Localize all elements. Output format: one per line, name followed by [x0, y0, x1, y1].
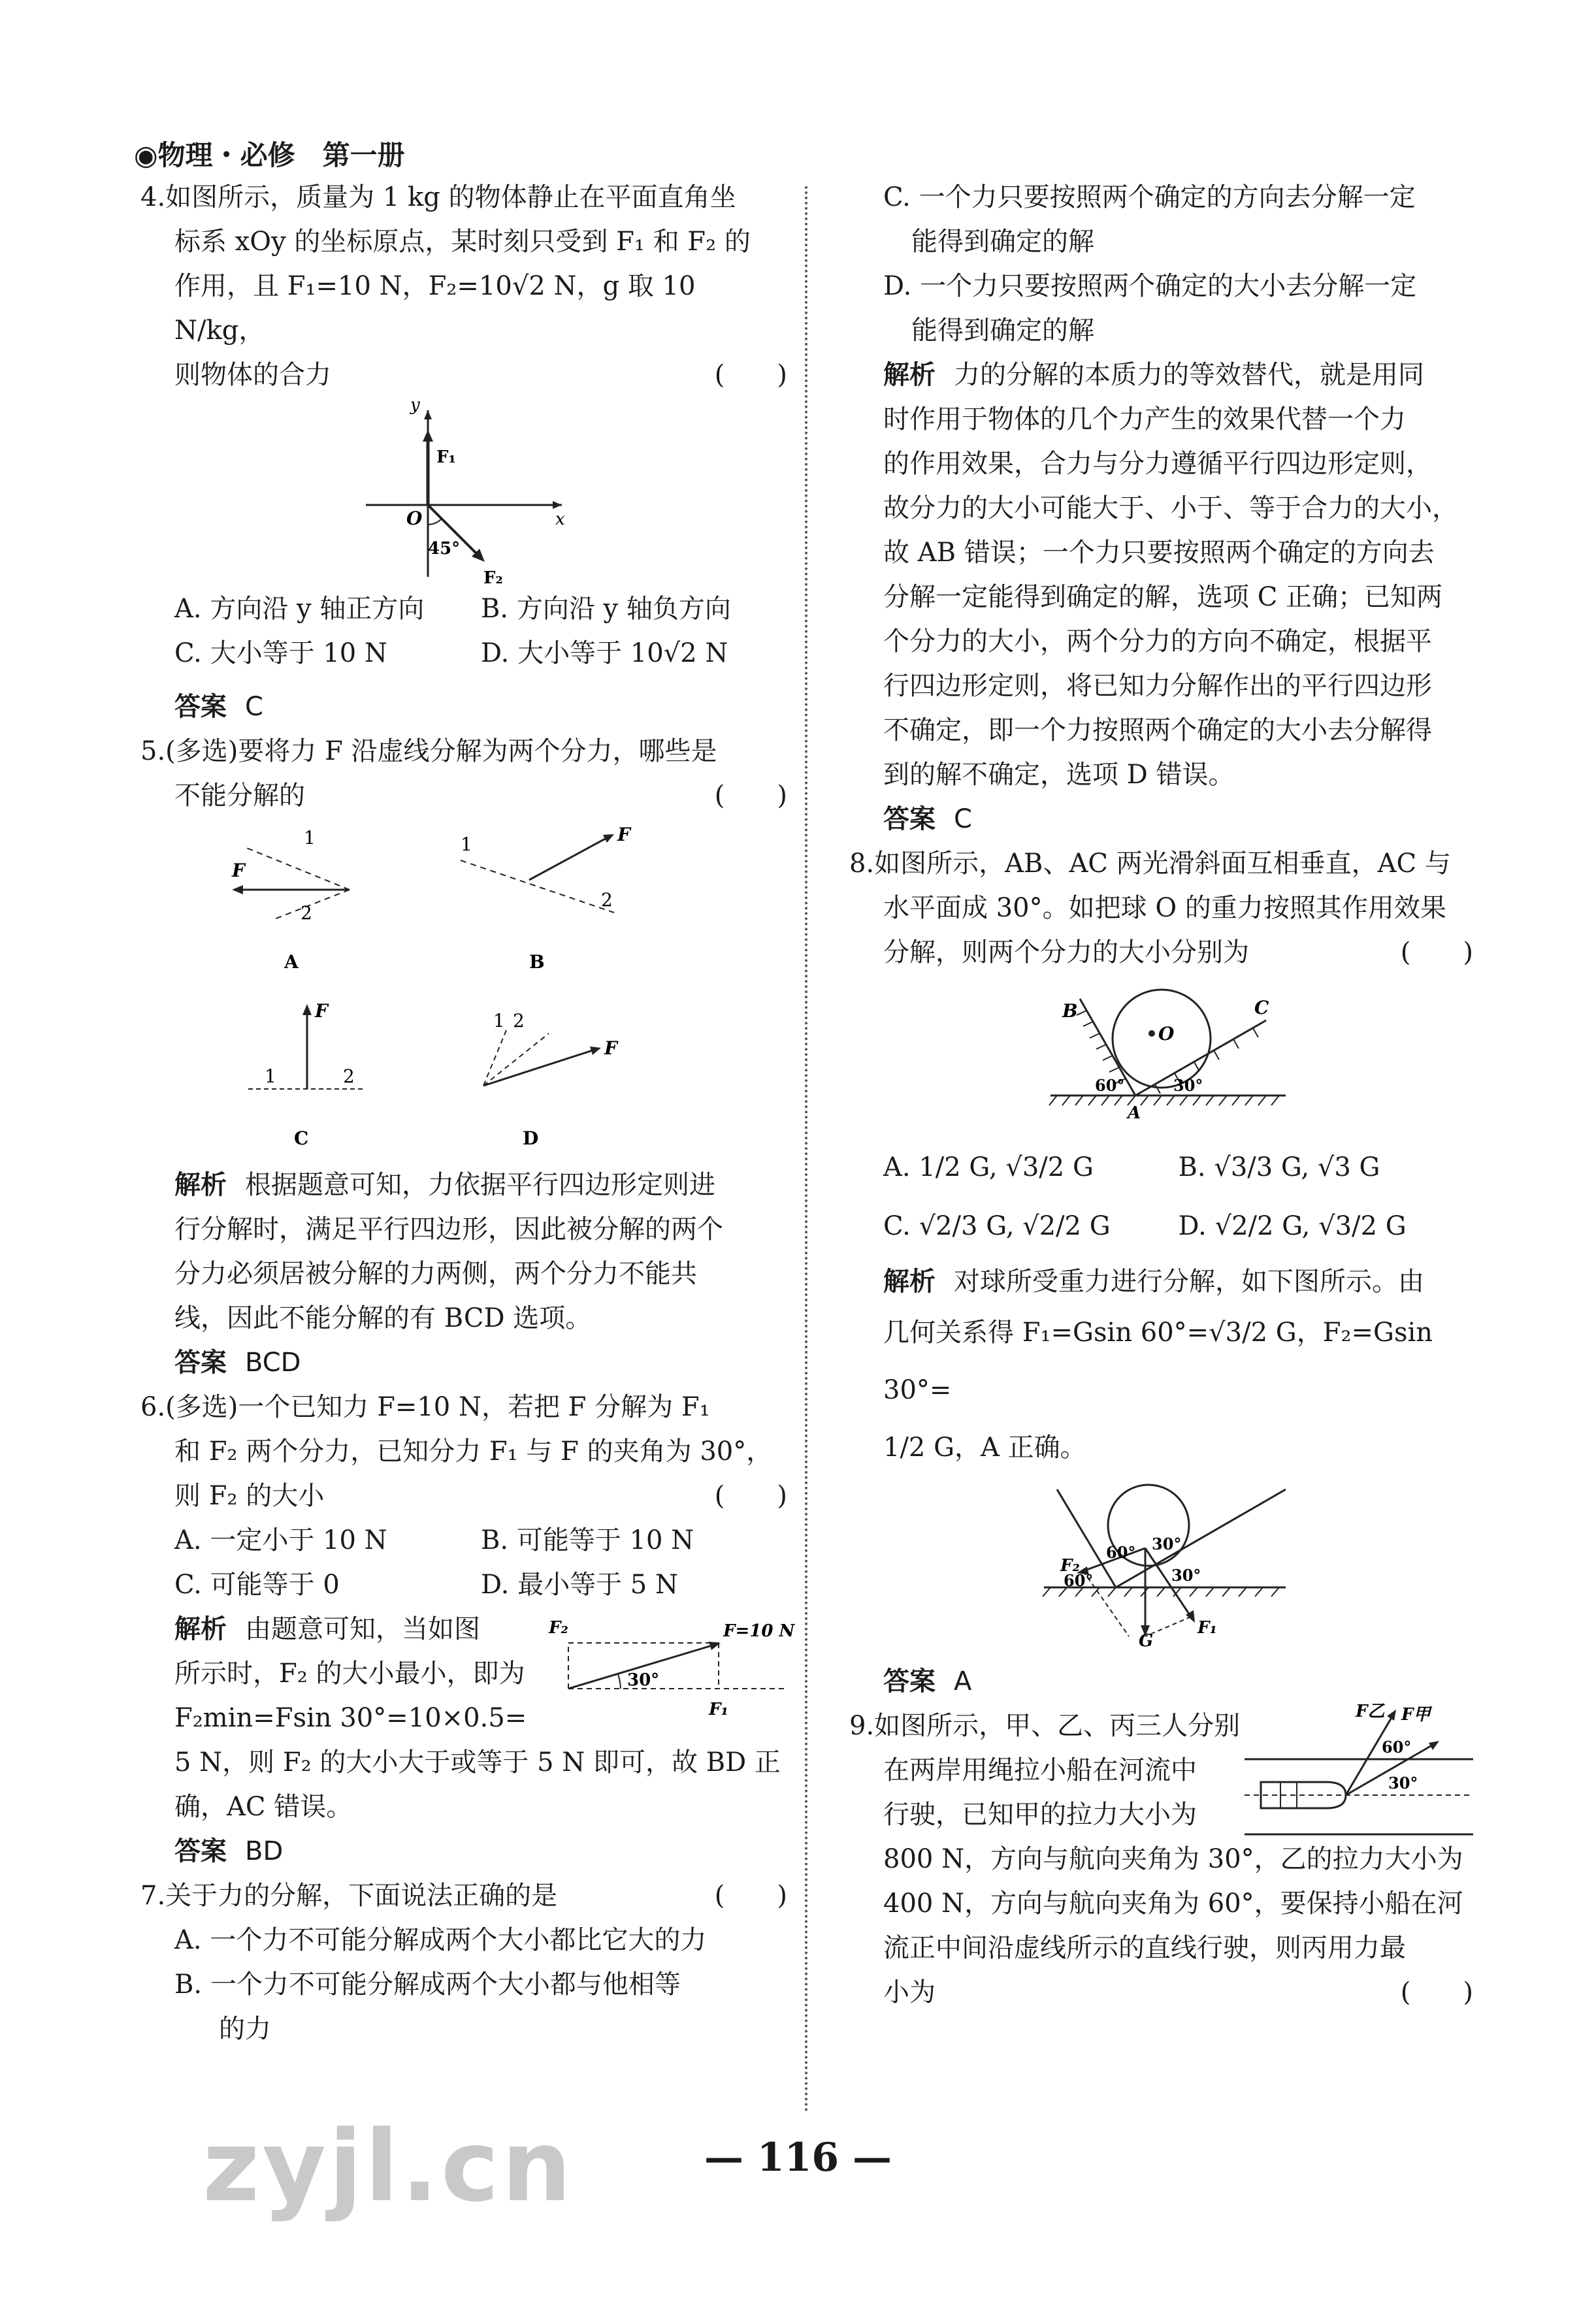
- q4-options: [140, 587, 787, 675]
- right-column: [849, 175, 1473, 2015]
- q6-options: [140, 1518, 787, 1607]
- analysis-label: 解析: [174, 1170, 227, 1200]
- svg-text:30°: 30°: [627, 1670, 660, 1690]
- svg-text:60°: 60°: [1094, 1076, 1124, 1095]
- svg-text:F=10 N: F=10 N: [723, 1621, 795, 1641]
- option-b: B. 方向沿 y 轴负方向: [481, 594, 731, 624]
- svg-text:1: 1: [265, 1065, 276, 1087]
- answer-blank: ( ): [1400, 1977, 1473, 2007]
- svg-text:2: 2: [301, 902, 312, 924]
- svg-text:F₁: F₁: [1197, 1618, 1217, 1638]
- left-column: [140, 175, 795, 2051]
- option-c: C. 一个力只要按照两个确定的方向去分解一定: [883, 182, 1416, 212]
- q5-stem: 5.(多选)要将力 F 沿虚线分解为两个分力，哪些是: [140, 736, 717, 766]
- question-8: 8.如图所示，AB、AC 两光滑斜面互相垂直，AC 与 水平面成 30°。如把球 O 的重力按照其作用效果 分解，则两个分力的大小分别为 ( ) O B C A 60° 30° A. 1/2 G, √3/2 G B. √3/3 G, √3 G C. √2/3 G, √2/2 G D. √2/2 G, √3/2 G 解析 对球所受重力进行分解，如下图所示。由 几何关系得 F₁=Gsin 60°=√3/2 G，F₂=Gsin 30°= 1/2 G，A 正确。 F₂ F₁ G 60° 60° 30° 30° 答案 A: [849, 849, 1473, 1696]
- f1-label: F₁: [436, 447, 456, 467]
- option-a: A. 一个力不可能分解成两个大小都比它大的力: [174, 1925, 707, 1955]
- q5-decomposition-figure: [209, 818, 719, 1158]
- analysis-label: 解析: [883, 360, 936, 390]
- option-c: C. √2/3 G, √2/2 G: [883, 1211, 1111, 1241]
- analysis-label: 解析: [174, 1614, 227, 1644]
- q8-decomposition-figure: [1011, 1476, 1312, 1651]
- svg-text:30°: 30°: [1173, 1076, 1203, 1095]
- q6-figure: [546, 1610, 795, 1728]
- page-header: ◉物理・必修 第一册: [134, 139, 405, 171]
- q6-analysis: 解析 由题意可知，当如图 所示时，F₂ 的大小最小，即为 F₂min=Fsin 30°=10×0.5= F₂ F=10 N 30° F₁: [140, 1607, 787, 1740]
- answer-label: 答案: [174, 1348, 227, 1378]
- svg-text:F₁: F₁: [709, 1700, 728, 1719]
- option-b: B. √3/3 G, √3 G: [1178, 1152, 1380, 1182]
- answer-blank: ( ): [1400, 937, 1473, 967]
- option-a: A. 1/2 G, √3/2 G: [883, 1152, 1094, 1182]
- svg-text:A: A: [1127, 1103, 1141, 1123]
- force-b: [529, 837, 608, 880]
- answer-label: 答案: [174, 1836, 227, 1866]
- svg-text:2: 2: [343, 1065, 355, 1087]
- svg-text:30°: 30°: [1388, 1774, 1418, 1793]
- f2-label: F₂: [483, 568, 503, 588]
- svg-text:B: B: [529, 951, 545, 973]
- svg-text:F: F: [604, 1037, 617, 1059]
- svg-text:C: C: [1254, 997, 1269, 1018]
- q9-boat-figure: [1241, 1704, 1476, 1834]
- question-6: 6.(多选)一个已知力 F=10 N，若把 F 分解为 F₁ 和 F₂ 两个分力，已知分力 F₁ 与 F 的夹角为 30°， 则 F₂ 的大小 ( ) A. 一定小于 10 N B. 可能等于 10 N C. 可能等于 0 D. 最小等于 5 N 解析 由题意可知，当如图 所示时，F₂ 的大小最小，即为 F₂min=Fsin 30°=10×0.5= F₂ F=10 N 30° F₁ 5 N，则 F₂ 的大小大于或等于 5 N 即可，故 BD 正 确，AC 错误。 答案 BD: [140, 1392, 795, 1866]
- svg-text:1: 1: [493, 1010, 505, 1031]
- q5-stem: 不能分解的: [174, 781, 305, 811]
- svg-text:D: D: [523, 1128, 539, 1149]
- option-d: D. 一个力只要按照两个确定的大小去分解一定: [883, 271, 1417, 301]
- option-d: D. 最小等于 5 N: [481, 1570, 678, 1600]
- option-c: C. 可能等于 0: [174, 1570, 340, 1600]
- q7-answer: C: [954, 804, 972, 834]
- angle-label: 45°: [428, 539, 461, 559]
- column-divider: [805, 186, 807, 2113]
- question-5: 5.(多选)要将力 F 沿虚线分解为两个分力，哪些是 不能分解的 ( ) F 1 2 A F 1 2 B F 1 2 C F 1 2 D 解析 根据题意可知，力依据平行四边形定则进 行分解时，满足平行四边形，因此被分解的两个 分力必须居被分解的力两侧，两个分力不能共 线，因此不能分解的有 BCD 选项。 答案 BCD: [140, 729, 787, 1385]
- svg-text:G: G: [1138, 1631, 1153, 1651]
- q4-stem: 则物体的合力: [174, 360, 331, 390]
- svg-text:60°: 60°: [1063, 1571, 1093, 1590]
- answer-label: 答案: [883, 804, 936, 834]
- svg-text:30°: 30°: [1151, 1534, 1181, 1553]
- q5-answer: BCD: [245, 1348, 301, 1378]
- option-a: A. 方向沿 y 轴正方向: [174, 594, 425, 624]
- answer-blank: ( ): [714, 781, 787, 811]
- answer-blank: ( ): [714, 1481, 787, 1511]
- svg-text:2: 2: [513, 1010, 525, 1031]
- svg-text:F: F: [232, 860, 245, 881]
- svg-text:C: C: [294, 1128, 309, 1149]
- option-b: B. 一个力不可能分解成两个大小都与他相等: [174, 1970, 681, 2000]
- q4-axes-figure: [353, 397, 575, 587]
- svg-text:A: A: [284, 951, 299, 973]
- svg-text:60°: 60°: [1382, 1738, 1412, 1757]
- svg-text:O: O: [1158, 1023, 1174, 1045]
- watermark: zyjl.cn: [203, 2110, 574, 2224]
- svg-text:60°: 60°: [1105, 1543, 1135, 1562]
- q8-options: [849, 1138, 1473, 1256]
- x-label: x: [555, 510, 565, 529]
- option-d: D. √2/2 G, √3/2 G: [1178, 1211, 1407, 1241]
- svg-text:30°: 30°: [1171, 1566, 1201, 1585]
- q4-answer: C: [245, 692, 263, 722]
- question-7-continued: C. 一个力只要按照两个确定的方向去分解一定 能得到确定的解 D. 一个力只要按照两个确定的大小去分解一定 能得到确定的解 解析 力的分解的本质力的等效替代，就是用同 时作用于物体的几个力产生的效果代替一个力 的作用效果，合力与分力遵循平行四边形定则， 故分力的大小可能大于、小于、等于合力的大小， 故 AB 错误；一个力只要按照两个确定的方向去 分解一定能得到确定的解，选项 C 正确；已知两 个分力的大小，两个分力的方向不确定，根据平 行四边形定则，将已知力分解作出的平行四边形 不确定，即一个力按照两个确定的大小去分解得 到的解不确定，选项 D 错误。 答案 C: [849, 175, 1473, 841]
- question-4: [140, 175, 787, 729]
- answer-blank: ( ): [714, 1881, 787, 1911]
- answer-label: 答案: [174, 692, 227, 722]
- analysis-label: 解析: [883, 1267, 936, 1297]
- answer-blank: ( ): [714, 360, 787, 390]
- q6-answer: BD: [245, 1836, 284, 1866]
- q4-stem: 4.如图所示，质量为 1 kg 的物体静止在平面直角坐: [140, 182, 736, 212]
- question-9: 9.如图所示，甲、乙、丙三人分别 在两岸用绳拉小船在河流中 行驶，已知甲的拉力大小为 F乙 F甲 60° 30° 800 N，方向与航向夹角为 30°，乙的拉力大小为 400 N，方向与航向夹角为 60°，要保持小船在河 流正中间沿虚线所示的直线行驶，则丙用力最 小为 ( ): [849, 1704, 1473, 2015]
- svg-text:F甲: F甲: [1401, 1705, 1431, 1725]
- option-d: D. 大小等于 10√2 N: [481, 638, 728, 668]
- svg-text:F乙: F乙: [1356, 1702, 1385, 1721]
- svg-text:F: F: [315, 1000, 328, 1022]
- svg-text:1: 1: [461, 834, 472, 855]
- svg-text:2: 2: [601, 889, 613, 911]
- option-c: C. 大小等于 10 N: [174, 638, 387, 668]
- svg-text:1: 1: [304, 827, 316, 849]
- q4-stem: 作用，且 F₁=10 N，F₂=10√2 N，g 取 10 N/kg，: [174, 271, 696, 346]
- q4-stem: 标系 xOy 的坐标原点，某时刻只受到 F₁ 和 F₂ 的: [174, 227, 751, 257]
- option-b: B. 可能等于 10 N: [481, 1525, 694, 1555]
- force-d: [483, 1050, 594, 1086]
- question-7: 7.关于力的分解，下面说法正确的是 ( ) A. 一个力不可能分解成两个大小都比它大的力 B. 一个力不可能分解成两个大小都与他相等 的力: [140, 1874, 787, 2051]
- svg-text:F: F: [617, 824, 630, 845]
- q8-answer: A: [954, 1666, 972, 1696]
- svg-text:F₂: F₂: [549, 1618, 568, 1638]
- svg-text:B: B: [1062, 1000, 1078, 1022]
- svg-text:F₂: F₂: [1060, 1556, 1080, 1576]
- q8-incline-figure: [1024, 975, 1299, 1125]
- page-number: — 116 —: [704, 2135, 892, 2181]
- option-a: A. 一定小于 10 N: [174, 1525, 387, 1555]
- y-label: y: [410, 395, 420, 415]
- answer-label: 答案: [883, 1666, 936, 1696]
- origin-label: O: [406, 508, 423, 529]
